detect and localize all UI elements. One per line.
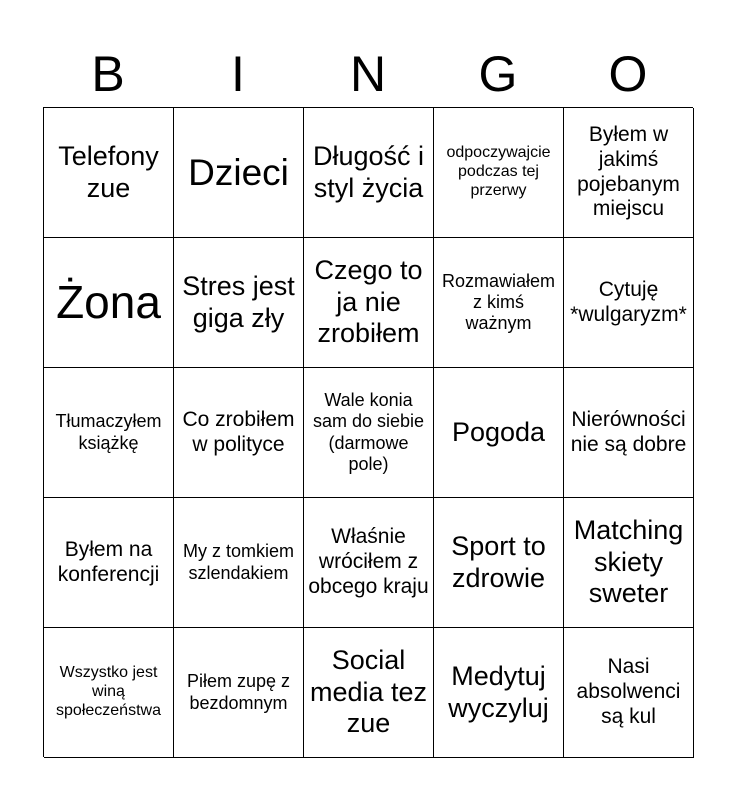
bingo-cell-text: Social media tez zue [309, 644, 428, 739]
bingo-cell-text: Cytuję *wulgaryzm* [570, 277, 687, 326]
bingo-cell-text: Rozmawiałem z kimś ważnym [441, 270, 556, 334]
bingo-cell-text: Pogoda [451, 416, 546, 447]
bingo-cell-text: Żona [56, 276, 161, 329]
bingo-cell-text: Sport to zdrowie [451, 530, 546, 593]
bingo-cell-r2-c4[interactable] [434, 238, 564, 368]
bingo-cell-r4-c3[interactable] [304, 498, 434, 628]
header-letter-n: N [349, 46, 387, 102]
header-letter-b: B [91, 46, 125, 102]
bingo-cell-r3-c4[interactable] [434, 368, 564, 498]
bingo-cell-r1-c4[interactable] [434, 108, 564, 238]
bingo-cell-r1-c1[interactable] [44, 108, 174, 238]
bingo-cell-r4-c4[interactable] [434, 498, 564, 628]
bingo-header [43, 40, 693, 108]
bingo-cell-r1-c5[interactable] [564, 108, 694, 238]
header-letter-g: G [478, 46, 518, 102]
bingo-cell-text: Telefony zue [58, 140, 159, 203]
bingo-cell-text: Byłem w jakimś pojebanym miejscu [577, 122, 680, 221]
bingo-cell-text: Matching skiety sweter [573, 514, 684, 609]
bingo-cell-r1-c2[interactable] [174, 108, 304, 238]
bingo-board [43, 107, 693, 757]
bingo-cell-r2-c5[interactable] [564, 238, 694, 368]
bingo-cell-text: Czego to ja nie zrobiłem [314, 254, 423, 349]
header-letter-o: O [608, 46, 648, 102]
bingo-cell-r3-c3[interactable] [304, 368, 434, 498]
bingo-cell-r5-c5[interactable] [564, 628, 694, 758]
bingo-cell-text: Tłumaczyłem książkę [55, 411, 162, 453]
bingo-cell-r4-c2[interactable] [174, 498, 304, 628]
bingo-cell-text: Wale konia sam do siebie (darmowe pole) [312, 390, 425, 474]
bingo-cell-text: My z tomkiem szlendakiem [182, 541, 294, 583]
bingo-cell-text: Dzieci [188, 151, 289, 193]
bingo-cell-r5-c1[interactable] [44, 628, 174, 758]
bingo-cell-r5-c4[interactable] [434, 628, 564, 758]
bingo-cell-r4-c5[interactable] [564, 498, 694, 628]
bingo-cell-r2-c3[interactable] [304, 238, 434, 368]
bingo-cell-text: Wszystko jest winą społeczeństwa [56, 664, 161, 719]
bingo-cell-text: Byłem na konferencji [57, 537, 160, 586]
bingo-cell-r2-c1[interactable] [44, 238, 174, 368]
bingo-cell-text: odpoczywajcie podczas tej przerwy [446, 144, 551, 199]
bingo-cell-text: Właśnie wróciłem z obcego kraju [308, 525, 429, 598]
bingo-cell-text: Medytuj wyczyluj [448, 660, 549, 723]
header-letter-i: I [231, 46, 245, 102]
bingo-cell-r3-c2[interactable] [174, 368, 304, 498]
bingo-cell-text: Co zrobiłem w polityce [182, 407, 295, 456]
bingo-cell-r3-c5[interactable] [564, 368, 694, 498]
bingo-cell-text: Długość i styl życia [312, 140, 425, 203]
bingo-cell-r4-c1[interactable] [44, 498, 174, 628]
bingo-cell-r1-c3[interactable] [304, 108, 434, 238]
bingo-cell-r3-c1[interactable] [44, 368, 174, 498]
bingo-cell-r5-c2[interactable] [174, 628, 304, 758]
bingo-cell-text: Nierówności nie są dobre [570, 407, 687, 456]
bingo-cell-text: Piłem zupę z bezdomnym [186, 671, 291, 713]
bingo-cell-text: Stres jest giga zły [182, 270, 295, 333]
bingo-cell-r2-c2[interactable] [174, 238, 304, 368]
bingo-cell-r5-c3[interactable] [304, 628, 434, 758]
bingo-cell-text: Nasi absolwenci są kul [576, 655, 681, 728]
